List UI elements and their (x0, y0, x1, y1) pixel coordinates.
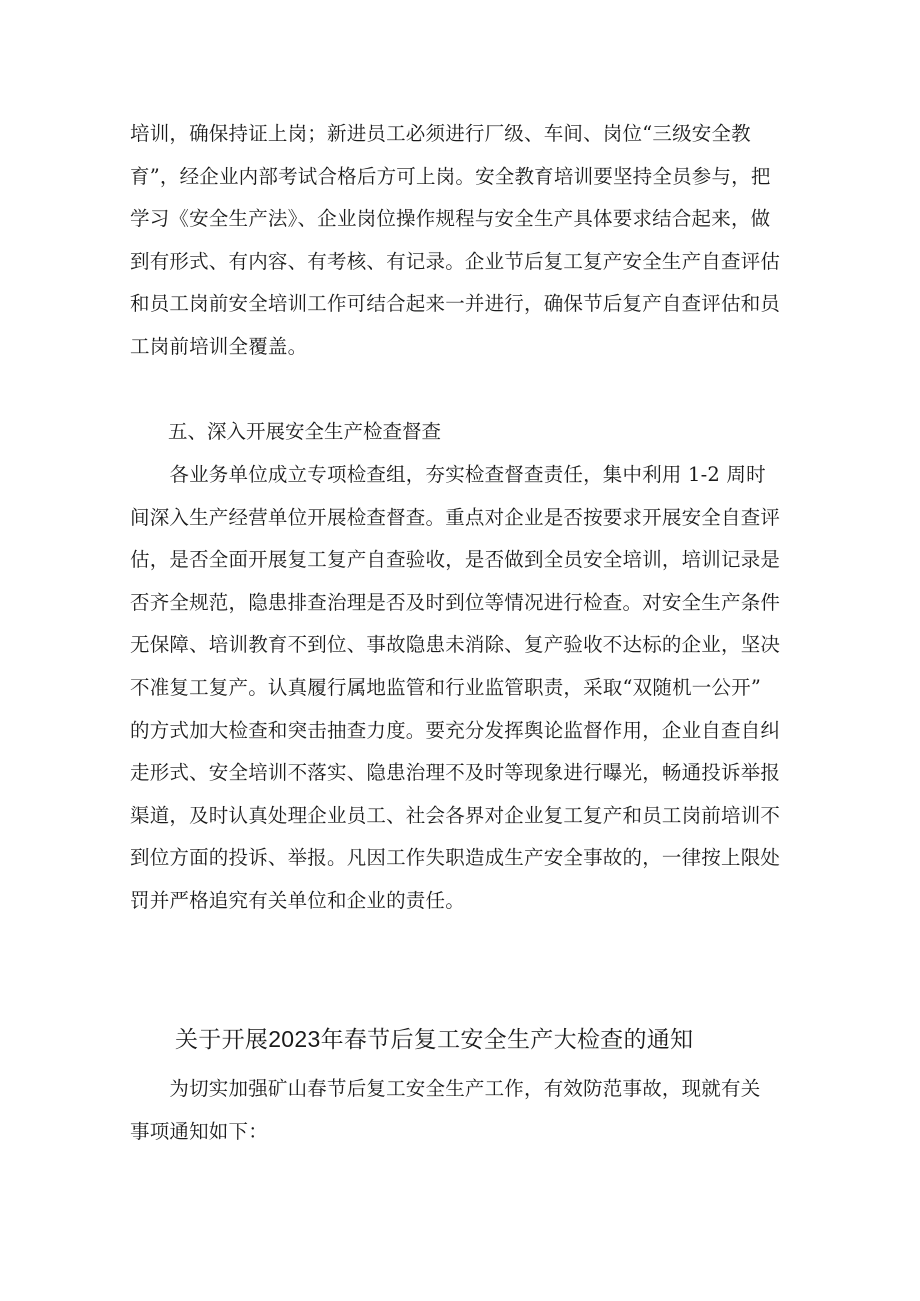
section-heading-5: 五、深入开展安全生产检查督查 (168, 420, 442, 443)
notice-title: 关于开展2023年春节后复工安全生产大检查的通知 (175, 1026, 694, 1052)
paragraph-training: 培训，确保持证上岗；新进员工必须进行厂级、车间、岗位“三级安全教 育”，经企业内部考试合格后方可上岗。安全教育培训要坚持全员参与，把 学习《安全生产法》、企业岗位操作规程与安全生产具体要求结合起来，做 到有形式、有内容、有考核、有记录。企业节后复工复产安全生产自查评估 和员工岗前安全培训工作可结合起来一并进行，确保节后复产自查评估和员 工岗前培训全覆盖。 (130, 122, 781, 358)
paragraph-notice-intro: 为切实加强矿山春节后复工安全生产工作，有效防范事故，现就有关 事项通知如下： (130, 1077, 761, 1143)
paragraph-inspection: 各业务单位成立专项检查组，夯实检查督查责任，集中利用 1-2 周时 间深入生产经营单位开展检查督查。重点对企业是否按要求开展安全自查评 估，是否全面开展复工复产自查验收，是否做到全员安全培训，培训记录是 否齐全规范，隐患排查治理是否及时到位等情况进行检查。对安全生产条件 无保障、培训教育不到位、事故隐患未消除、复产验收不达标的企业，坚决 不准复工复产。认真履行属地监管和行业监管职责，采取“双随机一公开” 的方式加大检查和突击抽查力度。要充分发挥舆论监督作用，企业自查自纠 走形式、安全培训不落实、隐患治理不及时等现象进行曝光，畅通投诉举报 渠道，及时认真处理企业员工、社会各界对企业复工复产和员工岗前培训不 到位方面的投诉、举报。凡因工作失职造成生产安全事故的，一律按上限处 罚并严格追究有关单位和企业的责任。 (130, 463, 781, 912)
